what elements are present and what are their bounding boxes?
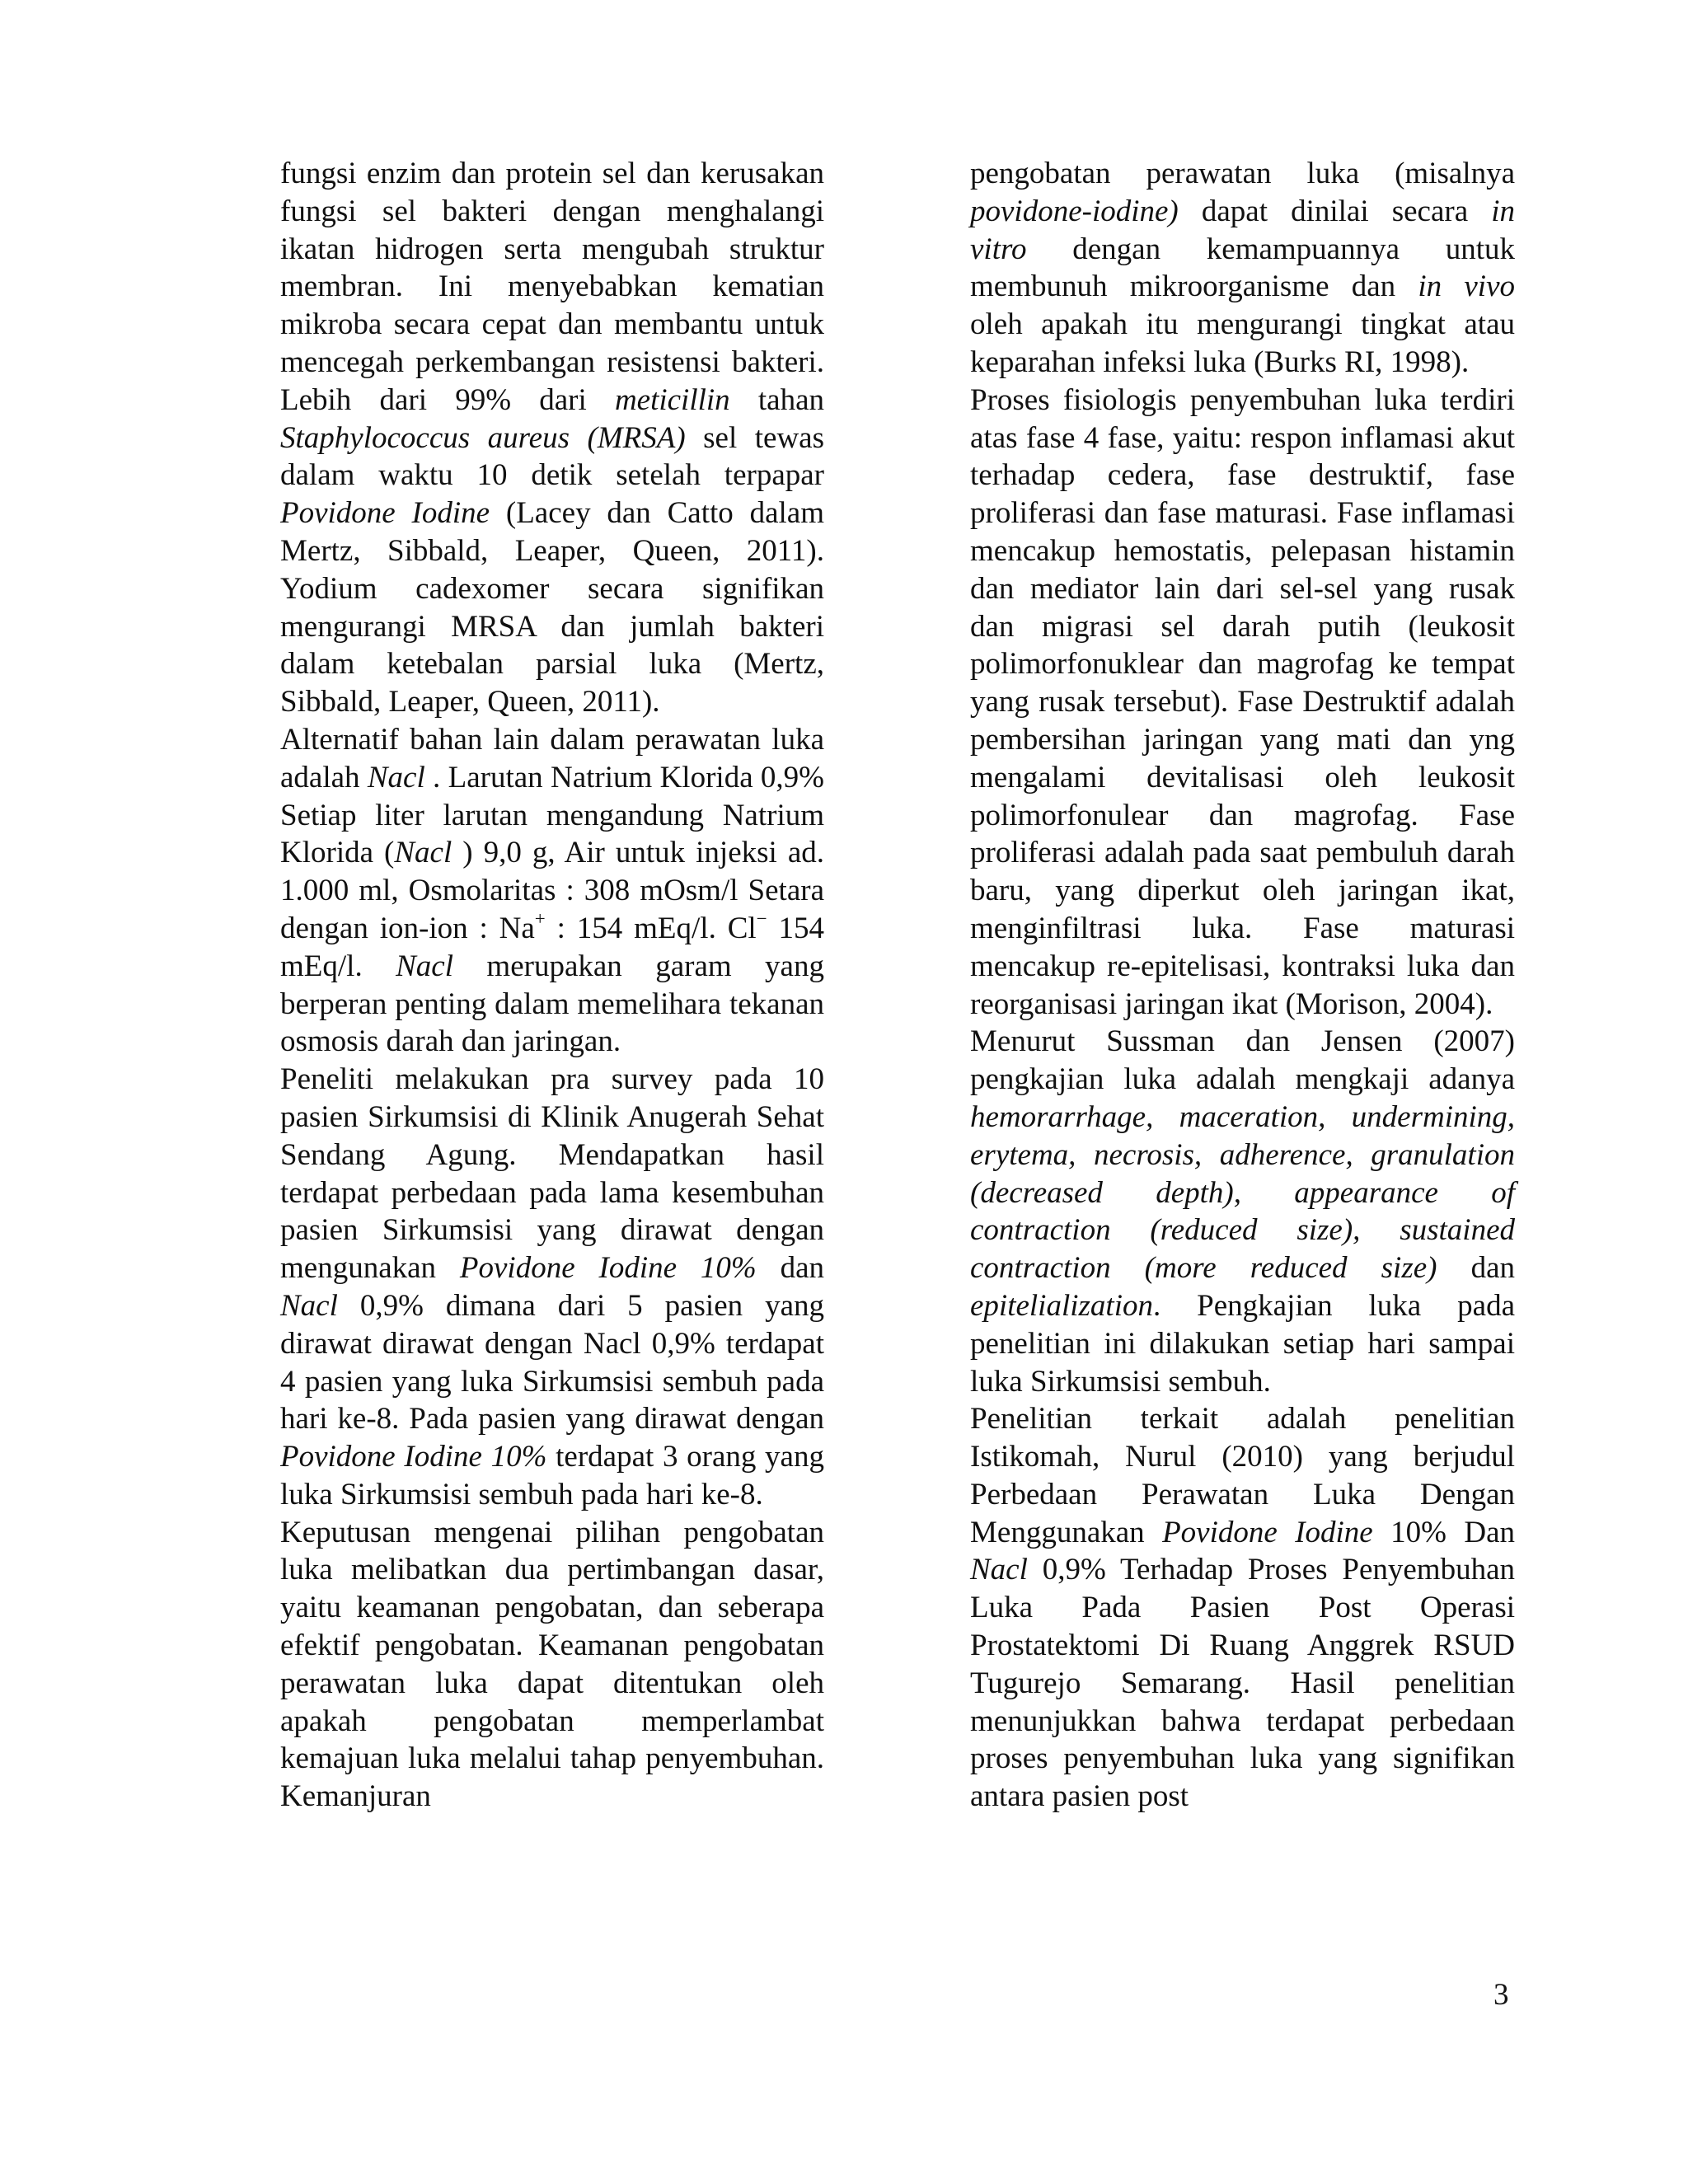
text-run: pengobatan perawatan luka (misalnya xyxy=(970,157,1515,190)
italic-term: Staphylococcus aureus (MRSA) xyxy=(280,420,686,455)
italic-term: Nacl xyxy=(396,949,453,983)
italic-term: Povidone Iodine xyxy=(1162,1515,1373,1549)
italic-term: Nacl xyxy=(280,1288,338,1323)
text-run: 154 mEq/l. xyxy=(280,911,825,983)
italic-term: in vivo xyxy=(1418,269,1515,304)
paragraph xyxy=(280,1061,824,1514)
superscript: + xyxy=(534,907,546,929)
superscript: − xyxy=(756,907,767,929)
text-run: 0,9% dimana dari 5 pasien yang dirawat dirawat dengan Nacl 0,9% terdapat 4 pasien yang luka Sirkumsisi sembuh pada hari ke-8. Pada pasien yang dirawat dengan xyxy=(280,1288,824,1436)
italic-term: Povidone Iodine 10% xyxy=(280,1440,547,1474)
text-run: 10% Dan xyxy=(1372,1515,1516,1549)
italic-term: epitelialization xyxy=(970,1288,1153,1323)
italic-term: Nacl xyxy=(394,836,452,870)
text-run: Alternatif bahan lain dalam perawatan luka adalah xyxy=(280,722,824,794)
text-run: Keputusan mengenai pilihan pengobatan luka melibatkan dua pertimbangan dasar, yaitu keamanan pengobatan, dan seberapa efektif pengobatan. Keamanan pengobatan perawatan luka dapat ditentukan oleh apakah pengobatan memperlambat kemajuan luka melalui tahap penyembuhan. Kemanjuran xyxy=(280,1515,824,1814)
text-run: sel tewas dalam waktu 10 detik setelah terpapar xyxy=(280,420,824,493)
paragraph xyxy=(970,1023,1515,1400)
text-run: Menurut Sussman dan Jensen (2007) pengkajian luka adalah mengkaji adanya xyxy=(970,1024,1515,1097)
paragraph xyxy=(280,721,824,1061)
text-run: tahan xyxy=(729,382,825,417)
text-run: : 154 mEq/l. Cl xyxy=(545,911,757,945)
text-run: . Larutan Natrium Klorida 0,9% Setiap liter larutan mengandung Natrium Klorida ( xyxy=(280,760,824,870)
text-run: oleh apakah itu mengurangi tingkat atau keparahan infeksi luka (Burks RI, 1998). xyxy=(970,307,1515,379)
text-run: Proses fisiologis penyembuhan luka terdiri atas fase 4 fase, yaitu: respon inflamasi akut terhadap cedera, fase destruktif, fase proliferasi dan fase maturasi. Fase inflamasi mencakup hemostatis, pelepasan histamin dan mediator lain dari sel-sel yang rusak dan migrasi sel darah putih (leukosit polimorfonuklear dan magrofag ke tempat yang rusak tersebut). Fase Destruktif adalah pembersihan jaringan yang mati dan yng mengalami devitalisasi oleh leukosit polimorfonulear dan magrofag. Fase proliferasi adalah pada saat pembuluh darah baru, yang diperkut oleh jaringan ikat, menginfiltrasi luka. Fase maturasi mencakup re-epitelisasi, kontraksi luka dan reorganisasi jaringan ikat (Morison, 2004). xyxy=(970,382,1515,1021)
paragraph xyxy=(970,1400,1515,1816)
right-column xyxy=(970,155,1515,1816)
text-run: Peneliti melakukan pra survey pada 10 pasien Sirkumsisi di Klinik Anugerah Sehat Sendang Agung. Mendapatkan hasil terdapat perbedaan pada lama kesembuhan pasien Sirkumsisi yang dirawat dengan mengunakan xyxy=(280,1062,824,1286)
italic-term: in vitro xyxy=(970,194,1515,266)
paragraph xyxy=(970,382,1515,1024)
text-run: Penelitian terkait adalah penelitian Istikomah, Nurul (2010) yang berjudul Perbedaan Perawatan Luka Dengan Menggunakan xyxy=(970,1402,1515,1549)
italic-term: meticillin xyxy=(614,382,730,417)
text-run: dan xyxy=(756,1251,824,1286)
italic-term: Nacl xyxy=(970,1553,1028,1587)
text-run: dengan kemampuannya untuk membunuh mikroorganisme dan xyxy=(970,232,1515,304)
text-run: 0,9% Terhadap Proses Penyembuhan Luka Pada Pasien Post Operasi Prostatektomi Di Ruang Anggrek RSUD Tugurejo Semarang. Hasil penelitian menunjukkan bahwa terdapat perbedaan proses penyembuhan luka yang signifikan antara pasien post xyxy=(970,1553,1515,1814)
left-column xyxy=(280,155,824,1816)
text-run: . Pengkajian luka pada penelitian ini dilakukan setiap hari sampai luka Sirkumsisi sembuh. xyxy=(970,1288,1515,1399)
text-run: ) 9,0 g, Air untuk injeksi ad. 1.000 ml, Osmolaritas : 308 mOsm/l Setara dengan ion-ion : Na xyxy=(280,836,824,945)
italic-term: Povidone Iodine xyxy=(280,496,490,531)
text-run: fungsi enzim dan protein sel dan kerusakan fungsi sel bakteri dengan menghalangi ikatan hidrogen serta mengubah struktur membran. Ini menyebabkan kematian mikroba secara cepat dan membantu untuk mencegah perkembangan resistensi bakteri. Lebih dari 99% dari xyxy=(280,157,824,417)
text-run: dan xyxy=(1437,1251,1515,1286)
italic-term: povidone-iodine) xyxy=(970,194,1179,228)
page-number: 3 xyxy=(1493,1978,1509,2012)
italic-term: Povidone Iodine 10% xyxy=(459,1251,757,1286)
text-run: dapat dinilai secara xyxy=(1178,194,1492,228)
paragraph xyxy=(280,155,824,721)
paragraph xyxy=(970,155,1515,382)
text-run: (Lacey dan Catto dalam Mertz, Sibbald, Leaper, Queen, 2011). Yodium cadexomer secara signifikan mengurangi MRSA dan jumlah bakteri dalam ketebalan parsial luka (Mertz, Sibbald, Leaper, Queen, 2011). xyxy=(280,496,824,719)
italic-term: Nacl xyxy=(367,760,425,794)
text-run: terdapat 3 orang yang luka Sirkumsisi sembuh pada hari ke-8. xyxy=(280,1440,824,1511)
text-run: merupakan garam yang berperan penting dalam memelihara tekanan osmosis darah dan jaringan. xyxy=(280,949,824,1059)
italic-term: hemorarrhage, maceration, undermining, erytema, necrosis, adherence, granulation (decreased depth), appearance of contraction (reduced size), sustained contraction (more reduced size) xyxy=(970,1099,1515,1286)
paragraph xyxy=(280,1514,824,1816)
